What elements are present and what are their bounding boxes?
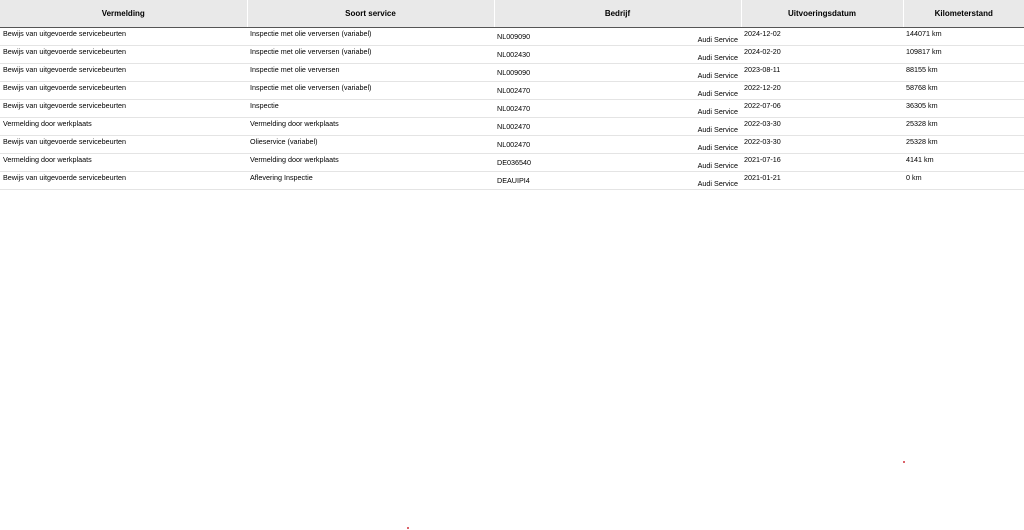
cell-uitvoeringsdatum: 2021-07-16 <box>741 154 903 172</box>
table-row <box>0 118 1024 136</box>
cell-uitvoeringsdatum: 2022-03-30 <box>741 118 903 136</box>
cell-vermelding: Bewijs van uitgevoerde servicebeurten <box>0 136 247 154</box>
cell-uitvoeringsdatum: 2023-08-11 <box>741 64 903 82</box>
cell-soort-service: Inspectie met olie verversen (variabel) <box>247 28 494 46</box>
cell-kilometerstand: 25328 km <box>903 118 1024 136</box>
bedrijf-name: Audi Service <box>697 179 738 188</box>
table-row <box>0 100 1024 118</box>
cell-kilometerstand: 0 km <box>903 172 1024 190</box>
cell-soort-service: Olieservice (variabel) <box>247 136 494 154</box>
cell-bedrijf <box>494 46 741 64</box>
bedrijf-name: Audi Service <box>697 125 738 134</box>
bedrijf-name: Audi Service <box>697 143 738 152</box>
cell-uitvoeringsdatum: 2021-01-21 <box>741 172 903 190</box>
table-row <box>0 64 1024 82</box>
bedrijf-code: NL009090 <box>497 32 531 41</box>
cell-bedrijf <box>494 64 741 82</box>
cell-kilometerstand: 25328 km <box>903 136 1024 154</box>
table-row <box>0 82 1024 100</box>
cell-soort-service: Vermelding door werkplaats <box>247 154 494 172</box>
marker-dot <box>903 461 905 463</box>
bedrijf-code: DE036540 <box>497 158 531 167</box>
cell-uitvoeringsdatum: 2022-12-20 <box>741 82 903 100</box>
bedrijf-name: Audi Service <box>697 89 738 98</box>
cell-kilometerstand: 36305 km <box>903 100 1024 118</box>
cell-kilometerstand: 4141 km <box>903 154 1024 172</box>
cell-bedrijf <box>494 82 741 100</box>
cell-kilometerstand: 58768 km <box>903 82 1024 100</box>
cell-vermelding: Vermelding door werkplaats <box>0 154 247 172</box>
bedrijf-name: Audi Service <box>697 71 738 80</box>
table-row <box>0 46 1024 64</box>
header-vermelding[interactable]: Vermelding <box>0 0 247 28</box>
cell-vermelding: Bewijs van uitgevoerde servicebeurten <box>0 28 247 46</box>
bedrijf-code: NL002470 <box>497 140 531 149</box>
cell-uitvoeringsdatum: 2024-12-02 <box>741 28 903 46</box>
cell-uitvoeringsdatum: 2022-03-30 <box>741 136 903 154</box>
bedrijf-code: NL002470 <box>497 86 531 95</box>
bedrijf-name: Audi Service <box>697 107 738 116</box>
cell-soort-service: Vermelding door werkplaats <box>247 118 494 136</box>
cell-soort-service: Inspectie met olie verversen (variabel) <box>247 46 494 64</box>
cell-uitvoeringsdatum: 2022-07-06 <box>741 100 903 118</box>
cell-kilometerstand: 144071 km <box>903 28 1024 46</box>
bedrijf-name: Audi Service <box>697 53 738 62</box>
cell-vermelding: Bewijs van uitgevoerde servicebeurten <box>0 82 247 100</box>
header-kilometerstand[interactable]: Kilometerstand <box>903 0 1024 28</box>
cell-bedrijf <box>494 118 741 136</box>
bedrijf-code: NL002470 <box>497 104 531 113</box>
cell-soort-service: Inspectie met olie verversen <box>247 64 494 82</box>
cell-soort-service: Aflevering Inspectie <box>247 172 494 190</box>
cell-vermelding: Bewijs van uitgevoerde servicebeurten <box>0 64 247 82</box>
bedrijf-code: NL002470 <box>497 122 531 131</box>
bedrijf-name: Audi Service <box>697 161 738 170</box>
cell-vermelding: Bewijs van uitgevoerde servicebeurten <box>0 46 247 64</box>
table-row <box>0 154 1024 172</box>
table-row <box>0 28 1024 46</box>
cell-bedrijf <box>494 100 741 118</box>
bedrijf-code: NL009090 <box>497 68 531 77</box>
cell-vermelding: Bewijs van uitgevoerde servicebeurten <box>0 100 247 118</box>
cell-bedrijf <box>494 154 741 172</box>
service-history-table <box>0 0 1024 190</box>
cell-vermelding: Vermelding door werkplaats <box>0 118 247 136</box>
bedrijf-code: DEAUIPI4 <box>497 176 530 185</box>
cell-uitvoeringsdatum: 2024-02-20 <box>741 46 903 64</box>
cell-bedrijf <box>494 136 741 154</box>
cell-bedrijf <box>494 172 741 190</box>
cell-kilometerstand: 109817 km <box>903 46 1024 64</box>
table-row <box>0 136 1024 154</box>
header-bedrijf[interactable]: Bedrijf <box>494 0 741 28</box>
cell-vermelding: Bewijs van uitgevoerde servicebeurten <box>0 172 247 190</box>
bedrijf-name: Audi Service <box>697 35 738 44</box>
header-soort-service[interactable]: Soort service <box>247 0 494 28</box>
cell-kilometerstand: 88155 km <box>903 64 1024 82</box>
table-row <box>0 172 1024 190</box>
cell-bedrijf <box>494 28 741 46</box>
bedrijf-code: NL002430 <box>497 50 531 59</box>
cell-soort-service: Inspectie met olie verversen (variabel) <box>247 82 494 100</box>
table-header-row <box>0 0 1024 28</box>
marker-dot <box>407 527 409 529</box>
header-uitvoeringsdatum[interactable]: Uitvoeringsdatum <box>741 0 903 28</box>
cell-soort-service: Inspectie <box>247 100 494 118</box>
